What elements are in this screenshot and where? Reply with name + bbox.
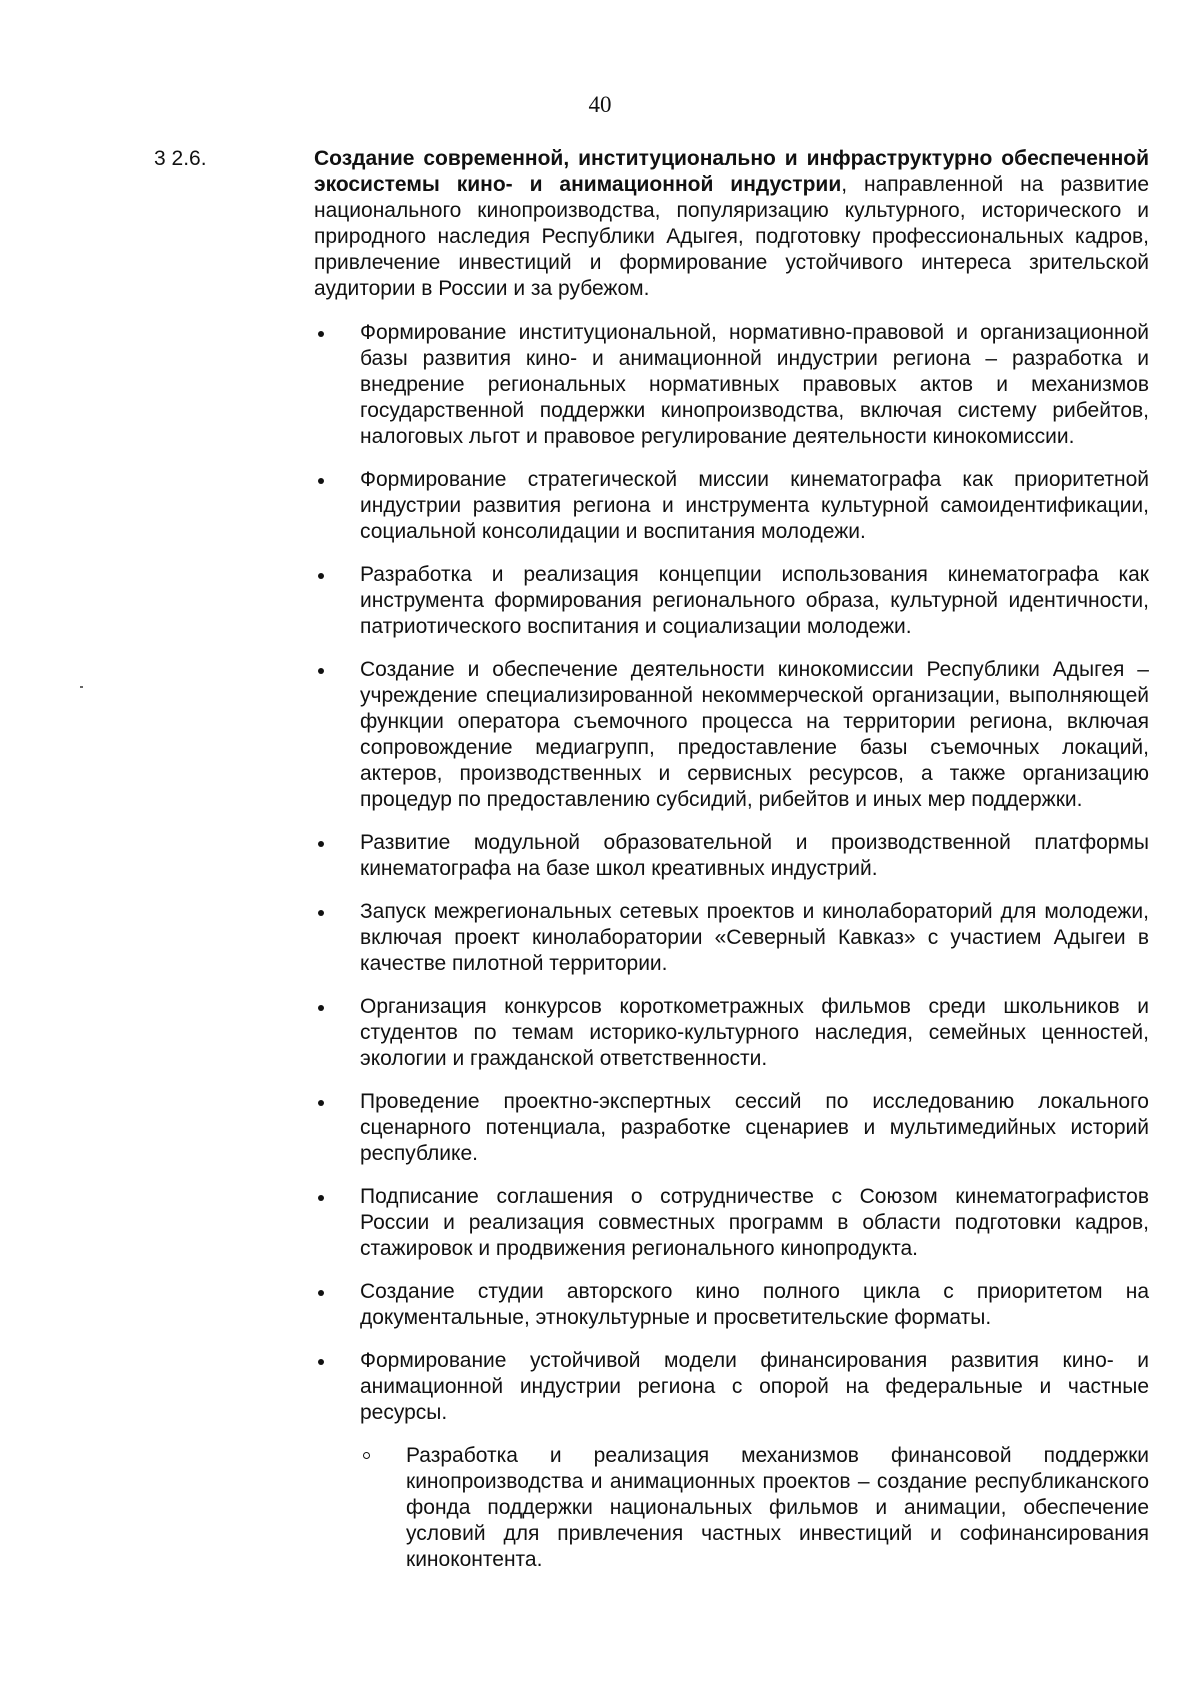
list-item-text: Запуск межрегиональных сетевых проектов и кинолабораторий для молодежи, включая проект кинолаборатории «Северный Кавказ» с участием Адыгеи в качестве пилотной территории.	[360, 900, 1149, 975]
bullet-icon	[318, 1290, 324, 1296]
scan-speck	[80, 686, 83, 688]
bullet-icon	[318, 910, 324, 916]
bullet-icon	[318, 573, 324, 579]
list-item	[314, 467, 1149, 545]
list-item	[314, 562, 1149, 640]
list-item	[314, 1348, 1149, 1573]
list-item-text: Подписание соглашения о сотрудничестве с Союзом кинематографистов России и реализация совместных программ в области подготовки кадров, стажировок и продвижения регионального кинопродукта.	[360, 1185, 1149, 1260]
list-item	[314, 320, 1149, 450]
list-item	[314, 1279, 1149, 1331]
bullet-list	[314, 320, 1149, 1573]
section-title-rest: , направленной на развитие национального кинопроизводства, популяризацию культурного, исторического и природного наследия Республики Адыгея, подготовку профессиональных кадров, привлечение инвестиций и формирование устойчивого интереса зрительской аудитории в России и за рубежом.	[314, 173, 1150, 300]
section-number: 3 2.6.	[154, 147, 207, 170]
list-item-text: Проведение проектно-экспертных сессий по исследованию локального сценарного потенциала, разработке сценариев и мультимедийных историй республике.	[360, 1090, 1149, 1165]
section-body	[314, 146, 1149, 1590]
list-item-text: Формирование стратегической миссии кинематографа как приоритетной индустрии развития региона и инструмента культурной самоидентификации, социальной консолидации и воспитания молодежи.	[360, 468, 1149, 543]
list-item	[314, 657, 1149, 813]
list-item-text: Формирование институциональной, нормативно-правовой и организационной базы развития кино- и анимационной индустрии региона – разработка и внедрение региональных нормативных правовых актов и механизмов государственной поддержки кинопроизводства, включая систему рибейтов, налоговых льгот и правовое регулирование деятельности кинокомиссии.	[360, 321, 1149, 448]
list-item	[314, 1184, 1149, 1262]
page-number: 40	[588, 92, 612, 117]
list-item-text: Формирование устойчивой модели финансирования развития кино- и анимационной индустрии региона с опорой на федеральные и частные ресурсы.	[360, 1349, 1149, 1424]
list-item-text: Разработка и реализация концепции использования кинематографа как инструмента формирования регионального образа, культурной идентичности, патриотического воспитания и социализации молодежи.	[360, 563, 1149, 638]
bullet-icon	[318, 478, 324, 484]
list-item	[314, 830, 1149, 882]
list-item-text: Развитие модульной образовательной и производственной платформы кинематографа на базе школ креативных индустрий.	[360, 831, 1149, 880]
bullet-icon	[318, 1359, 324, 1365]
bullet-icon	[318, 1100, 324, 1106]
circle-bullet-icon	[363, 1452, 370, 1459]
bullet-icon	[318, 841, 324, 847]
sub-list-item	[360, 1443, 1149, 1573]
list-item	[314, 899, 1149, 977]
section-intro	[314, 146, 1149, 302]
list-item-text: Создание и обеспечение деятельности кинокомиссии Республики Адыгея – учреждение специализированной некоммерческой организации, выполняющей функции оператора съемочного процесса на территории региона, включая сопровождение медиагрупп, предоставление базы съемочных локаций, актеров, производственных и сервисных ресурсов, а также организацию процедур по предоставлению субсидий, рибейтов и иных мер поддержки.	[360, 658, 1149, 811]
bullet-icon	[318, 1195, 324, 1201]
list-item-text: Создание студии авторского кино полного цикла с приоритетом на документальные, этнокультурные и просветительские форматы.	[360, 1280, 1149, 1329]
sub-list-item-text: Разработка и реализация механизмов финансовой поддержки кинопроизводства и анимационных проектов – создание республиканского фонда поддержки национальных фильмов и анимации, обеспечение условий для привлечения частных инвестиций и софинансирования киноконтента.	[406, 1444, 1149, 1571]
bullet-icon	[318, 331, 324, 337]
list-item-text: Организация конкурсов короткометражных фильмов среди школьников и студентов по темам историко-культурного наследия, семейных ценностей, экологии и гражданской ответственности.	[360, 995, 1149, 1070]
list-item	[314, 1089, 1149, 1167]
bullet-icon	[318, 1005, 324, 1011]
sub-bullet-list	[360, 1443, 1149, 1573]
list-item	[314, 994, 1149, 1072]
bullet-icon	[318, 668, 324, 674]
section-title-bold: Создание современной, институционально и инфраструктурно обеспеченной экосистемы кино- и анимационной индустрии	[314, 147, 1149, 196]
